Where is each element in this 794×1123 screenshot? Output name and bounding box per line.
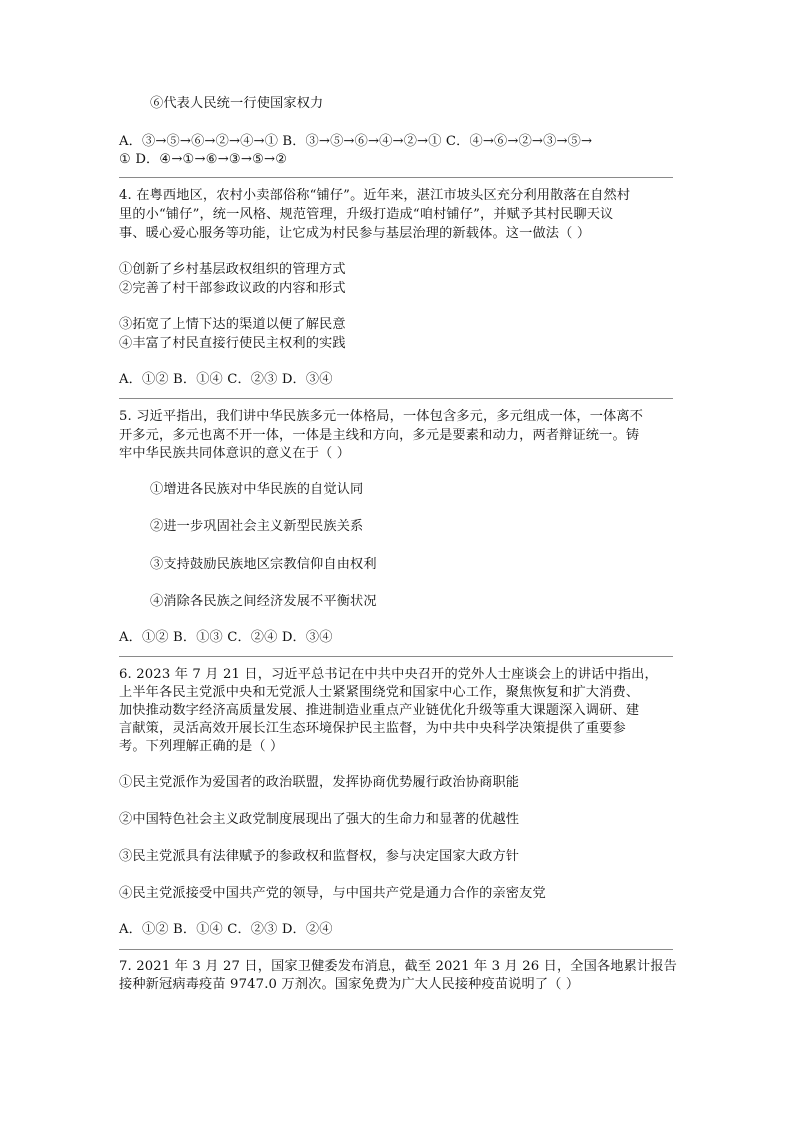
- divider-q5: [119, 398, 673, 399]
- q5-option-3: ③支持鼓励民族地区宗教信仰自由权利: [150, 557, 377, 572]
- q6-answers: A．①② B．①④ C．②③ D．②④: [119, 922, 333, 937]
- q4-option-2: ②完善了村干部参政议政的内容和形式: [119, 281, 346, 296]
- q5-option-2: ②进一步巩固社会主义新型民族关系: [150, 519, 364, 534]
- q4-option-4: ④丰富了村民直接行使民主权利的实践: [119, 336, 346, 351]
- q6-stem-line2: 上半年各民主党派中央和无党派人士紧紧围绕党和国家中心工作，聚焦恢复和扩大消费、: [119, 685, 640, 700]
- q6-option-2: ②中国特色社会主义政党制度展现出了强大的生命力和显著的优越性: [119, 812, 520, 827]
- q6-option-4: ④民主党派接受中国共产党的领导，与中国共产党是通力合作的亲密友党: [119, 886, 546, 901]
- q4-stem-line1: 4. 在粤西地区，农村小卖部俗称“铺仔”。近年来，湛江市坡头区充分利用散落在自然村: [119, 188, 631, 203]
- q5-option-1: ①增进各民族对中华民族的自觉认同: [150, 482, 364, 497]
- q5-stem-line3: 牢中华民族共同体意识的意义在于（ ）: [119, 446, 351, 461]
- q4-stem-line2: 里的小“铺仔”，统一风格、规范管理，升级打造成“咱村铺仔”，并赋予其村民聊天议: [119, 207, 614, 222]
- q7-stem-line2: 接种新冠病毒疫苗 9747.0 万剂次。国家免费为广大人民接种疫苗说明了（ ）: [119, 977, 580, 992]
- q6-option-3: ③民主党派具有法律赋予的参政权和监督权，参与决定国家大政方针: [119, 849, 520, 864]
- q6-stem-line3: 加快推动数字经济高质量发展、推进制造业重点产业链优化升级等重大课题深入调研、建: [119, 703, 640, 718]
- q6-option-1: ①民主党派作为爱国者的政治联盟，发挥协商优势履行政治协商职能: [119, 775, 520, 790]
- q4-option-3: ③拓宽了上情下达的渠道以便了解民意: [119, 317, 346, 332]
- q5-option-4: ④消除各民族之间经济发展不平衡状况: [150, 594, 377, 609]
- q4-stem-line3: 事、暖心爱心服务等功能，让它成为村民参与基层治理的新载体。这一做法（ ）: [119, 226, 591, 241]
- q3-answers-line1: A．③→⑤→⑥→②→④→① B．③→⑤→⑥→④→②→① C．④→⑥→②→③→⑤→: [119, 134, 593, 149]
- divider-q4: [119, 177, 673, 178]
- q5-stem-line1: 5. 习近平指出，我们讲中华民族多元一体格局，一体包含多元，多元组成一体，一体离不: [119, 409, 644, 424]
- q3-answers-line2: ① D．④→①→⑥→③→⑤→②: [119, 152, 288, 167]
- q3-option-6: ⑥代表人民统一行使国家权力: [150, 96, 324, 111]
- q6-stem-line1: 6. 2023 年 7 月 21 日，习近平总书记在中共中央召开的党外人士座谈会上的讲话中指出，: [119, 667, 658, 682]
- q4-option-1: ①创新了乡村基层政权组织的管理方式: [119, 262, 346, 277]
- q4-answers: A．①② B．①④ C．②③ D．③④: [119, 372, 333, 387]
- q6-stem-line4: 言献策，灵活高效开展长江生态环境保护民主监督，为中共中央科学决策提供了重要参: [119, 721, 626, 736]
- q7-stem-line1: 7. 2021 年 3 月 27 日，国家卫健委发布消息，截至 2021 年 3 月 26 日，全国各地累计报告: [119, 959, 677, 974]
- divider-q6: [119, 656, 673, 657]
- q5-stem-line2: 开多元，多元也离不开一体，一体是主线和方向，多元是要素和动力，两者辩证统一。铸: [119, 428, 640, 443]
- q5-answers: A．①② B．①③ C．②④ D．③④: [119, 630, 333, 645]
- divider-q7: [119, 949, 673, 950]
- q6-stem-line5: 考。下列理解正确的是（ ）: [119, 739, 284, 754]
